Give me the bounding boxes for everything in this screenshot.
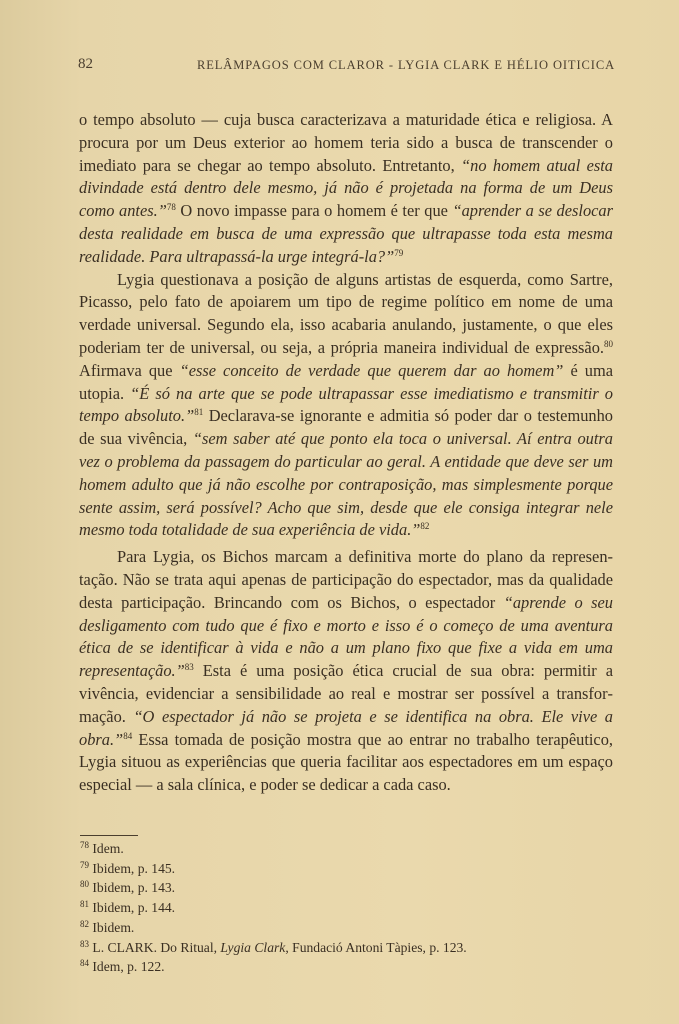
footnotes (80, 839, 610, 977)
body-text (79, 109, 613, 797)
footnote-text: , Fundació Antoni Tàpies, p. 123. (285, 939, 467, 955)
footnote (80, 938, 610, 958)
footnote-number: 82 (80, 918, 89, 929)
book-title: Lygia Clark (220, 939, 286, 955)
footnote (80, 839, 610, 859)
footnote-text: Idem, p. 122. (89, 959, 165, 975)
footnote (80, 859, 610, 879)
footnote-ref: 84 (123, 730, 133, 741)
footnote-number: 80 (80, 879, 89, 890)
paragraph-3 (79, 546, 613, 797)
footnote-text: Idem. (89, 841, 124, 856)
footnote-ref: 81 (194, 407, 204, 418)
quotation: “no homem atual esta divindade está dentro dele mesmo, já não é projetada na forma de um Deus como antes.” (79, 155, 613, 221)
footnote-ref: 78 (166, 202, 176, 213)
footnote-number: 84 (80, 958, 89, 969)
text-run: O novo impasse para o homem é ter que (175, 201, 453, 221)
quotation: “aprender a se deslocar desta realidade em busca de uma expressão que ultrapasse toda esta mesma realidade. Para ultrapassá-la urge integrá-la?” (79, 201, 613, 266)
text-run: Lygia questionava a posição de alguns artistas de esquerda, como Sartre, Picasso, pelo fato de apoiarem um tipo de regime político em nome de uma verdade universal. Segundo ela, isso acabaria anulando, justamente, o que eles poderiam ter de universal, ou seja, a própria maneira individual de expressão. (79, 269, 613, 357)
quotation: “O espectador já não se projeta e se identifica na obra. Ele vive a obra.” (79, 706, 613, 749)
footnote-ref: 82 (420, 521, 430, 532)
quotation: “sem saber até que ponto ela toca o universal. Aí entra outra vez o problema da passagem do particular ao geral. A entidade que deve ser um homem adulto que já não escolhe por contraposição, mas simplesmente porque sente assim, será possível? Acho que sim, desde que ele consiga integrar nele mesmo toda totalidade de sua experiência de vida.” (79, 429, 613, 540)
footnote-ref: 83 (184, 662, 194, 673)
quotation: “esse conceito de verdade que querem dar ao homem” (179, 360, 564, 380)
footnote (80, 957, 610, 977)
footnote-number: 78 (80, 840, 89, 850)
footnote-divider (80, 835, 138, 836)
text-run: Afirmava que (79, 360, 180, 380)
footnote-text: Ibidem, p. 145. (89, 860, 176, 876)
footnote (80, 878, 610, 898)
footnote (80, 898, 610, 918)
quotation: “aprende o seu desligamento com tudo que é fixo e morto e isso é o começo de uma aventura ética de se identificar à vida e não a um plano fixo que fixe a vida em uma representação.” (79, 592, 613, 681)
paragraph-2 (79, 269, 613, 543)
text-run: Essa tomada de posição mostra que ao entrar no trabalho terapêutico, Lygia situou as experiências que queria facilitar aos espectadores em um espaço especial — a sala clínica, e poder se dedicar a cada caso. (79, 729, 613, 795)
page-number: 82 (78, 56, 93, 72)
text-run: Esta é uma posição ética crucial de sua obra: permitir a vivência, evidenciar a sensibilidade ao real e mostrar ser possível a transformação. (79, 661, 613, 726)
footnote-text: L. CLARK. Do Ritual, (89, 939, 221, 955)
footnote (80, 918, 610, 938)
footnote-text: Ibidem. (89, 919, 135, 935)
footnote-ref: 79 (394, 247, 404, 258)
text-run: Para Lygia, os Bichos marcam a definitiva morte do plano da representação. Não se trata aqui apenas de participação do espectador, mas da qualidade desta participação. Brincando com os Bichos, o espectador (79, 547, 613, 612)
quotation: “É só na arte que se pode ultrapassar esse imediatismo e transmitir o tempo absoluto.” (79, 383, 613, 426)
text-run: é uma utopia. (79, 360, 613, 403)
footnote-number: 83 (80, 938, 89, 949)
running-title: RELÂMPAGOS COM CLAROR - LYGIA CLARK E HÉLIO OITICICA (196, 58, 615, 72)
footnote-number: 79 (80, 859, 89, 870)
footnote-text: Ibidem, p. 143. (89, 880, 176, 896)
text-run: Declarava-se ignorante e admitia só poder dar o testemunho de sua vivência, (79, 406, 613, 449)
footnote-text: Ibidem, p. 144. (89, 900, 176, 916)
footnote-number: 81 (80, 899, 89, 910)
paragraph-1 (79, 109, 613, 269)
footnote-ref: 80 (604, 338, 613, 349)
text-run: o tempo absoluto — cuja busca caracterizava a maturidade ética e religiosa. A procura por um Deus exterior ao homem teria sido a busca de transcender o imediato para se chegar ao tempo absoluto. Entretanto, (79, 110, 613, 175)
